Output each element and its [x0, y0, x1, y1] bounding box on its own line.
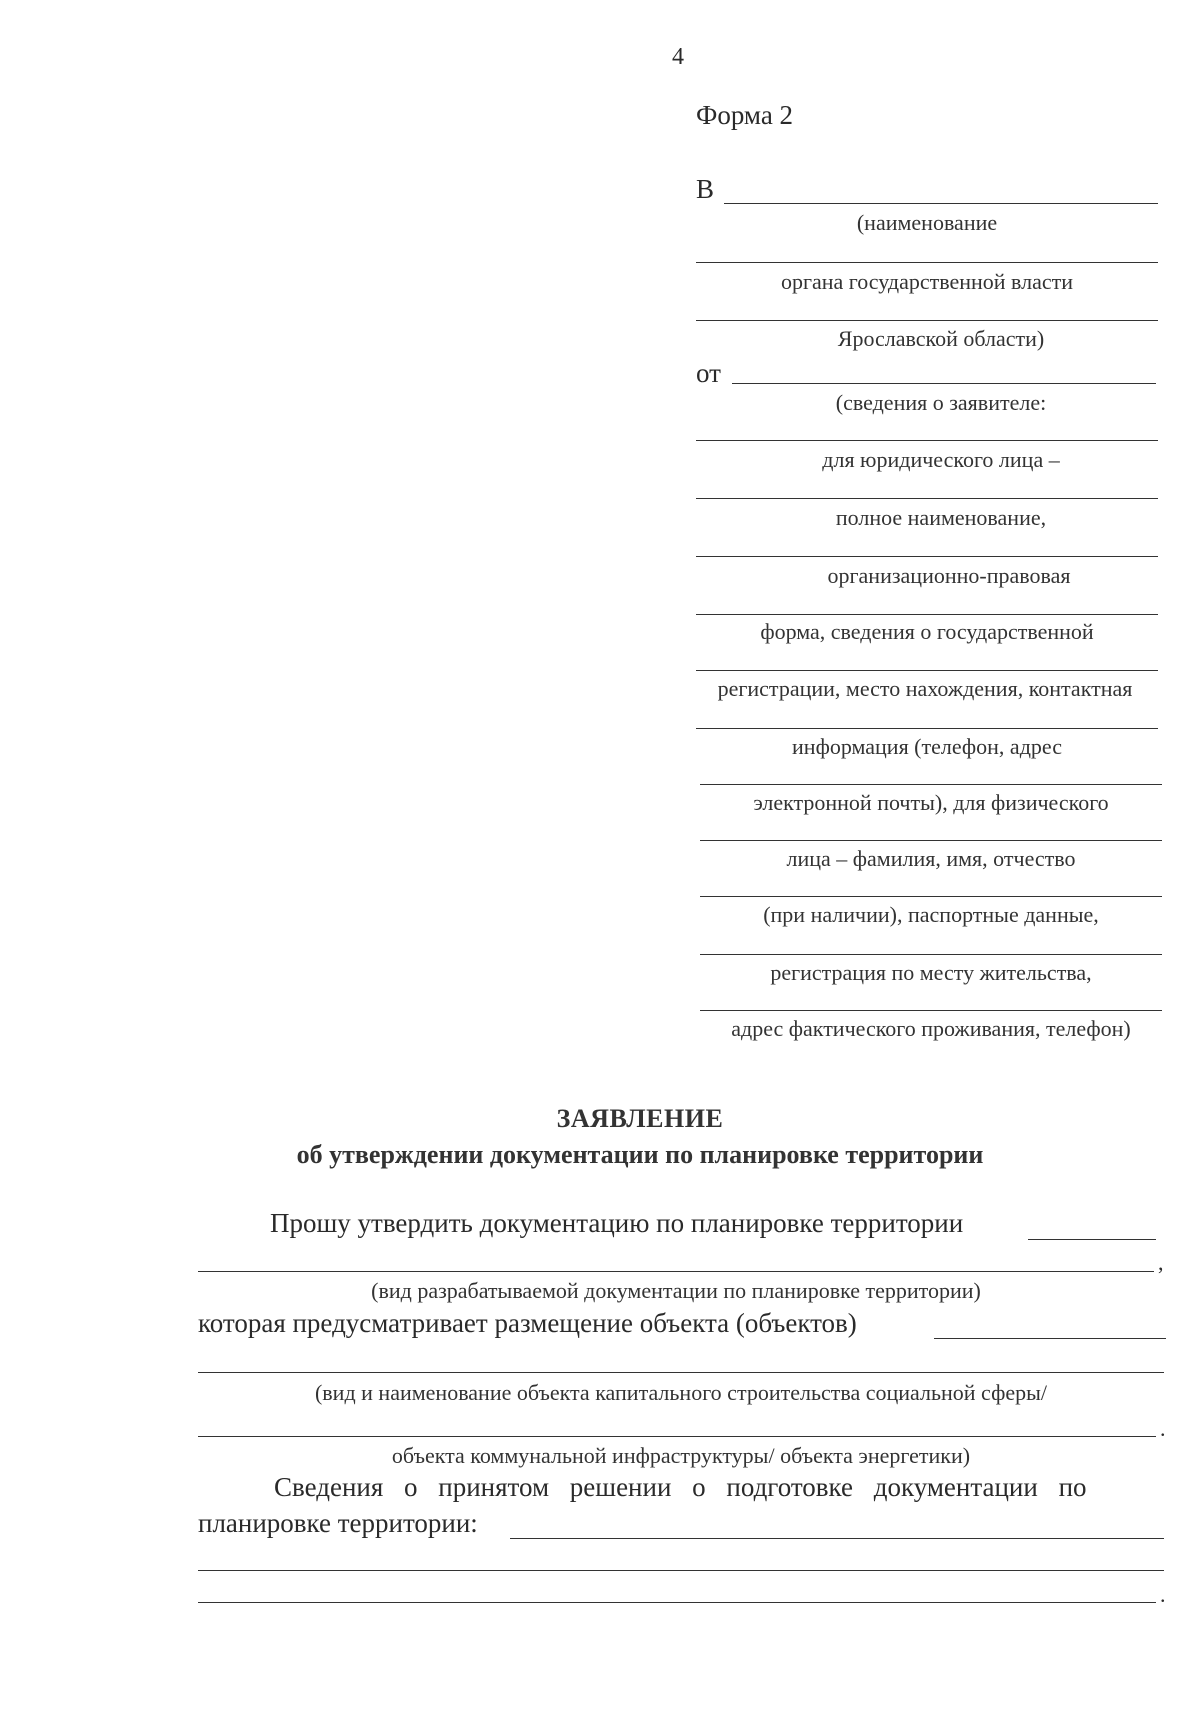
applicant-caption-11: регистрация по месту жительства, — [770, 960, 1092, 985]
decision-line-2[interactable] — [198, 1570, 1164, 1571]
form-label: Форма 2 — [696, 100, 794, 130]
applicant-caption-7: информация (телефон, адрес — [792, 734, 1062, 759]
applicant-line-9[interactable] — [700, 840, 1162, 841]
doc-type-caption: (вид разрабатываемой документации по планировке территории) — [371, 1278, 981, 1303]
applicant-line-11[interactable] — [700, 954, 1162, 955]
applicant-caption-5: форма, сведения о государственной — [760, 619, 1094, 644]
decision-line-1[interactable] — [510, 1538, 1164, 1539]
object-text: которая предусматривает размещение объекта (объектов) — [198, 1308, 857, 1338]
applicant-line-7[interactable] — [696, 728, 1158, 729]
applicant-caption-3: полное наименование, — [835, 505, 1047, 530]
decision-text-1: Сведения о принятом решении о подготовке документации по — [274, 1472, 1087, 1502]
recipient-caption-1: (наименование — [856, 210, 998, 235]
applicant-caption-8: электронной почты), для физического — [753, 790, 1109, 815]
applicant-caption-2: для юридического лица – — [822, 447, 1060, 472]
object-line-3[interactable] — [198, 1436, 1156, 1437]
document-subtitle: об утверждении документации по планировке территории — [296, 1140, 984, 1169]
applicant-caption-10: (при наличии), паспортные данные, — [763, 902, 1099, 927]
applicant-caption-12: адрес фактического проживания, телефон) — [731, 1016, 1131, 1041]
doc-type-line-2[interactable] — [198, 1271, 1154, 1272]
recipient-line-1[interactable] — [724, 203, 1158, 204]
applicant-line-3[interactable] — [696, 498, 1158, 499]
doc-type-line-1[interactable] — [1028, 1239, 1156, 1240]
decision-text-2: планировке территории: — [198, 1508, 478, 1538]
object-caption-1: (вид и наименование объекта капитального строительства социальной сферы/ — [314, 1380, 1048, 1405]
applicant-line-4[interactable] — [696, 556, 1158, 557]
object-line-2[interactable] — [198, 1372, 1164, 1373]
recipient-line-3[interactable] — [696, 320, 1158, 321]
recipient-caption-3: Ярославской области) — [837, 326, 1045, 351]
applicant-caption-9: лица – фамилия, имя, отчество — [786, 846, 1076, 871]
object-period: . — [1160, 1416, 1166, 1441]
object-caption-2: объекта коммунальной инфраструктуры/ объекта энергетики) — [391, 1443, 971, 1468]
to-prefix: В — [696, 174, 715, 204]
page-number: 4 — [672, 44, 684, 70]
object-line-1[interactable] — [934, 1338, 1166, 1339]
decision-line-3[interactable] — [198, 1602, 1156, 1603]
from-prefix: от — [696, 358, 721, 388]
document-title: ЗАЯВЛЕНИЕ — [556, 1104, 724, 1133]
recipient-caption-2: органа государственной власти — [780, 269, 1074, 294]
applicant-line-8[interactable] — [700, 784, 1162, 785]
request-text: Прошу утвердить документацию по планировке территории — [270, 1208, 964, 1238]
applicant-line-6[interactable] — [696, 670, 1158, 671]
applicant-line-12[interactable] — [700, 1010, 1162, 1011]
applicant-caption-1: (сведения о заявителе: — [835, 390, 1047, 415]
applicant-line-5[interactable] — [696, 614, 1158, 615]
final-period: . — [1160, 1582, 1166, 1607]
applicant-line-2[interactable] — [696, 440, 1158, 441]
applicant-line-1[interactable] — [732, 383, 1156, 384]
applicant-caption-4: организационно-правовая — [827, 563, 1071, 588]
applicant-line-10[interactable] — [700, 896, 1162, 897]
applicant-caption-6: регистрации, место нахождения, контактная — [717, 676, 1133, 701]
doc-type-comma: , — [1158, 1250, 1164, 1275]
recipient-line-2[interactable] — [696, 262, 1158, 263]
